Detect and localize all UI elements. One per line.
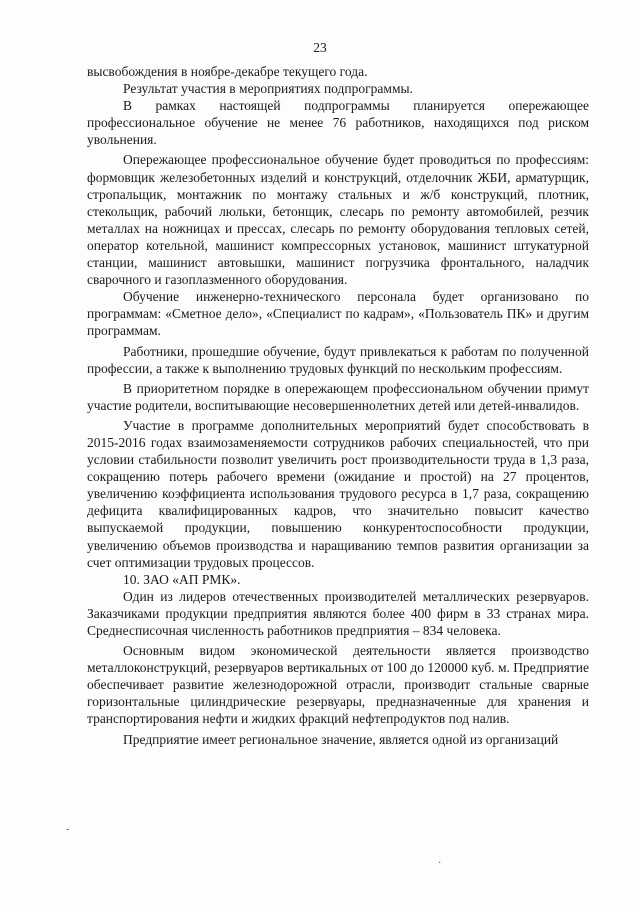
scan-mark-left: - bbox=[66, 824, 70, 835]
paragraph-main-activity: Основным видом экономической деятельности является производство металлоконструкций, резервуаров вертикальных от 100 до 120000 куб. м. Предприятие обеспечивает развитие железнодорожной отрасли, производит стальные сварные горизонтальные цилиндрические резервуары, предназначенные для хранения и транспортирования нефти и жидких фракций нефтепродуктов под налив. bbox=[87, 643, 589, 727]
paragraph-program-benefits: Участие в программе дополнительных мероприятий будет способствовать в 2015-2016 годах взаимозаменяемости сотрудников рабочих специальностей, что при условии стабильности позволит увеличить рост производительности труда в 1,3 раза, сокращению потерь рабочего времени (ожидание и простой) на 27 процентов, увеличению коэффициента использования трудового ресурса в 1,7 раза, сокращению дефицита квалифицированных кадров, что значительно повысит качество выпускаемой продукции, повышению конкурентоспособности продукции, увеличению объемов производства и наращиванию темпов развития организации за счет оптимизации трудовых процессов. bbox=[87, 417, 589, 570]
paragraph-company-leader: Один из лидеров отечественных производителей металлических резервуаров. Заказчиками продукции предприятия являются более 400 фирм в 33 странах мира. Среднесписочная численность работников предприятия – 834 человека. bbox=[87, 588, 589, 638]
scan-mark-bottom: · bbox=[438, 858, 442, 869]
document-body bbox=[87, 63, 589, 748]
paragraph-regional-significance: Предприятие имеет региональное значение, является одной из организаций bbox=[123, 731, 559, 747]
paragraph-result-heading: Результат участия в мероприятиях подпрограммы. bbox=[123, 81, 413, 97]
paragraph-priority-parents: В приоритетном порядке в опережающем профессиональном обучении примут участие родители, воспитывающие несовершеннолетних детей или детей-инвалидов. bbox=[87, 380, 589, 413]
paragraph-professions: Опережающее профессиональное обучение будет проводиться по профессиям: формовщик железобетонных изделий и конструкций, отделочник ЖБИ, арматурщик, стропальщик, монтажник по монтажу стальных и ж/б конструкций, плотник, стекольщик, рабочий люльки, бетонщик, слесарь по ремонту автомобилей, резчик металлах на ножницах и прессах, слесарь по ремонту оборудования тепловых сетей, оператор котельной, машинист компрессорных установок, машинист штукатурной станции, машинист автовышки, машинист погрузчика фронтального, наладчик сварочного и газоплазменного оборудования. bbox=[87, 152, 589, 288]
paragraph-workers-assignment: Работники, прошедшие обучение, будут привлекаться к работам по полученной профессии, а также к выполнению трудовых функций по нескольким профессиям. bbox=[87, 343, 589, 376]
paragraph-continuation: высвобождения в ноябре-декабре текущего года. bbox=[87, 64, 368, 79]
paragraph-engineering-training: Обучение инженерно-технического персонала будет организовано по программам: «Сметное дело», «Специалист по кадрам», «Пользователь ПК» и другим программам. bbox=[87, 289, 589, 339]
paragraph-planned-training: В рамках настоящей подпрограммы планируется опережающее профессиональное обучение не менее 76 работников, находящихся под риском увольнения. bbox=[87, 98, 589, 148]
section-heading-company: 10. ЗАО «АП РМК». bbox=[123, 571, 241, 587]
page-number: 23 bbox=[313, 40, 327, 55]
